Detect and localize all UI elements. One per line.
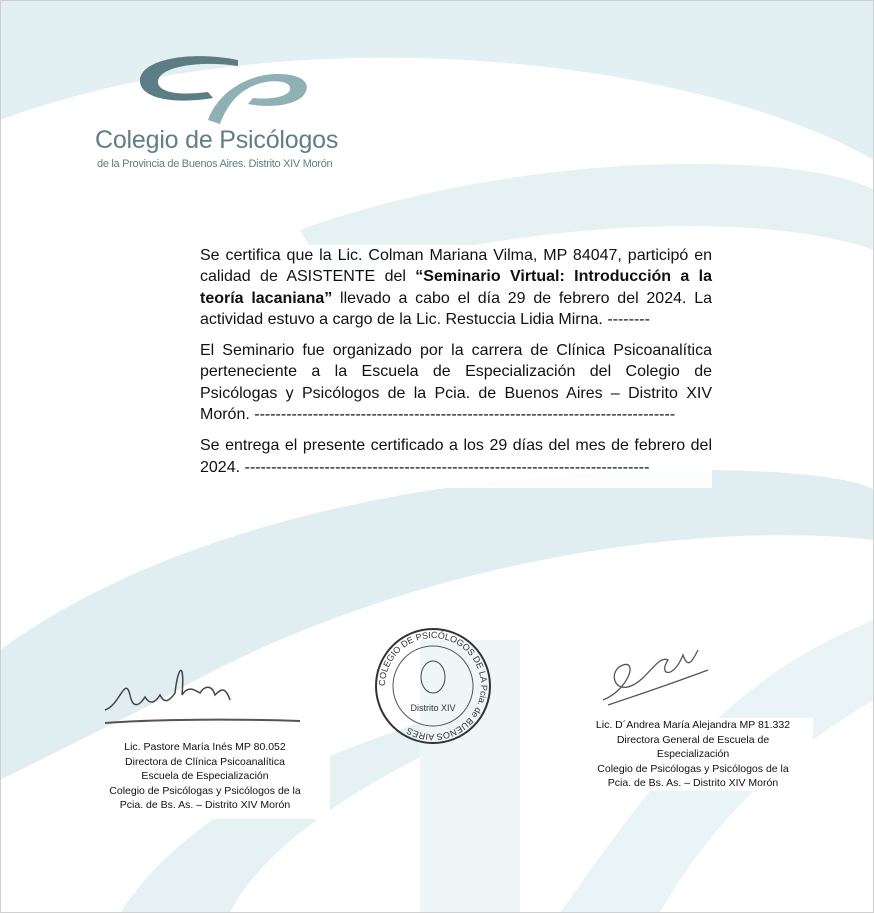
signer-name: Lic. D´Andrea María Alejandra MP 81.332 [595,719,791,731]
text: llevado a cabo el día 29 de febrero del 2024. La actividad estuvo a cargo de la Lic. Restuccia Lidia Mirna. -------- [200,289,712,328]
signer-org: Pcia. de Bs. As. – Distrito XIV Morón [119,799,291,811]
signer-role: Directora General de Escuela de [616,733,770,746]
signature-block-left [80,740,330,819]
seminar-title: “Seminario Virtual: Introducción a la teoría lacaniana” [200,268,712,307]
certificate-body [200,245,712,488]
paragraph-organization: El Seminario fue organizado por la carrera de Clínica Psicoanalítica perteneciente a la Escuela de Especialización del Colegio de Psicólogas y Psicólogos de la Pcia. de Buenos Aires – Distrito XIV Morón. ------------------------------------------------------------------------------- [200,342,712,424]
signature-block-right [573,718,813,791]
signer-role: Especialización [656,748,730,760]
paragraph-issue-date: Se entrega el presente certificado a los 29 días del mes de febrero del 2024. ---------------------------------------------------------------------------- [200,437,712,476]
signer-org: Colegio de Psicólogas y Psicólogos de la [109,784,301,797]
paragraph-certification [200,245,712,330]
signature-pastore-icon [100,655,305,730]
stamp-center-text: Distrito XIV [410,703,456,713]
signer-role: Directora de Clínica Psicoanalítica [125,755,285,768]
official-stamp-icon [372,625,494,747]
signer-name: Lic. Pastore María Inés MP 80.052 [124,741,286,753]
svg-text:COLEGIO DE PSICÓLOGOS DE LA Pc [377,630,489,742]
stamp-ring-text: COLEGIO DE PSICÓLOGOS DE LA Pcia. de BUENOS AIRES [376,629,490,743]
college-logo-icon [88,52,358,132]
signer-school: Escuela de Especialización [141,770,269,782]
signer-org: Colegio de Psicólogas y Psicólogos de la [597,762,789,775]
text: Se certifica que la Lic. Colman Mariana Vilma, MP 84047, participó en calidad de ASISTENTE del [200,247,712,286]
signer-org: Pcia. de Bs. As. – Distrito XIV Morón [607,777,779,789]
signature-dandrea-icon [598,640,713,710]
logo-title: Colegio de Psicólogos [95,126,339,154]
logo-subtitle: de la Provincia de Buenos Aires. Distrito XIV Morón [97,158,333,170]
